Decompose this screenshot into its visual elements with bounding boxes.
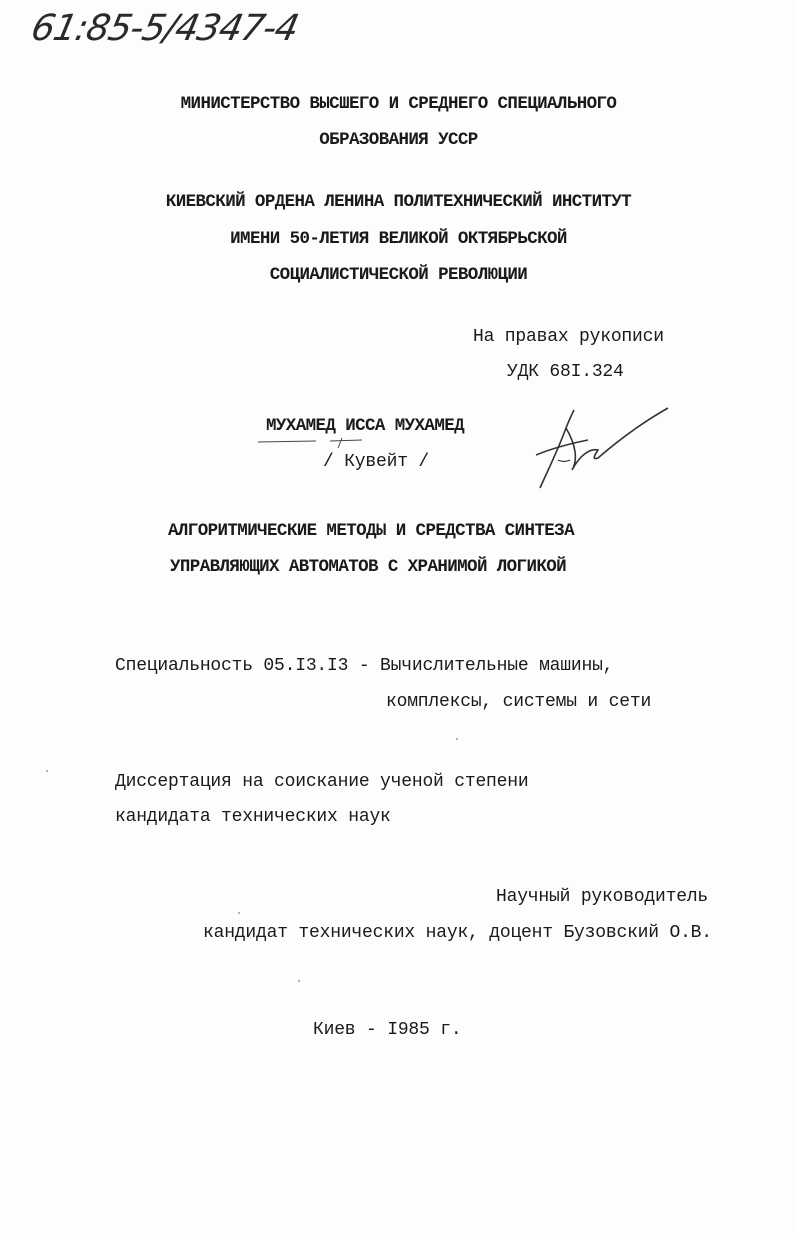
speck bbox=[456, 738, 458, 740]
title-line-1: АЛГОРИТМИЧЕСКИЕ МЕТОДЫ И СРЕДСТВА СИНТЕЗА bbox=[168, 521, 574, 541]
specialty-line-2: комплексы, системы и сети bbox=[386, 692, 652, 712]
institute-line-1: КИЕВСКИЙ ОРДЕНА ЛЕНИНА ПОЛИТЕХНИЧЕСКИЙ ИНСТИТУТ bbox=[165, 192, 632, 212]
ministry-line-2: ОБРАЗОВАНИЯ УССР bbox=[319, 130, 478, 150]
underline-mark bbox=[256, 436, 366, 450]
speck bbox=[46, 770, 48, 772]
speck bbox=[238, 912, 240, 914]
author-country: / Кувейт / bbox=[323, 452, 430, 472]
author-signature bbox=[528, 400, 678, 495]
ministry-line-1: МИНИСТЕРСТВО ВЫСШЕГО И СРЕДНЕГО СПЕЦИАЛЬНОГО bbox=[180, 94, 617, 114]
city-year: Киев - I985 г. bbox=[313, 1020, 462, 1040]
supervisor-name: кандидат технических наук, доцент Бузовский О.В. bbox=[203, 923, 712, 943]
dissertation-line-2: кандидата технических наук bbox=[115, 807, 391, 827]
institute-line-3: СОЦИАЛИСТИЧЕСКОЙ РЕВОЛЮЦИИ bbox=[269, 265, 528, 285]
manuscript-rights: На правах рукописи bbox=[473, 327, 664, 347]
speck bbox=[298, 980, 300, 982]
supervisor-label: Научный руководитель bbox=[496, 887, 709, 907]
title-line-2: УПРАВЛЯЮЩИХ АВТОМАТОВ С ХРАНИМОЙ ЛОГИКОЙ bbox=[170, 557, 567, 577]
institute-line-2: ИМЕНИ 50-ЛЕТИЯ ВЕЛИКОЙ ОКТЯБРЬСКОЙ bbox=[230, 229, 567, 249]
udc-code: УДК 68I.324 bbox=[507, 362, 624, 382]
dissertation-line-1: Диссертация на соискание ученой степени bbox=[115, 772, 529, 792]
archive-code-handwritten: 61:85-5/4347-4 bbox=[27, 8, 302, 49]
author-name: МУХАМЕД ИССА МУХАМЕД bbox=[266, 416, 465, 436]
specialty-line-1: Специальность 05.I3.I3 - Вычислительные машины, bbox=[115, 656, 614, 676]
